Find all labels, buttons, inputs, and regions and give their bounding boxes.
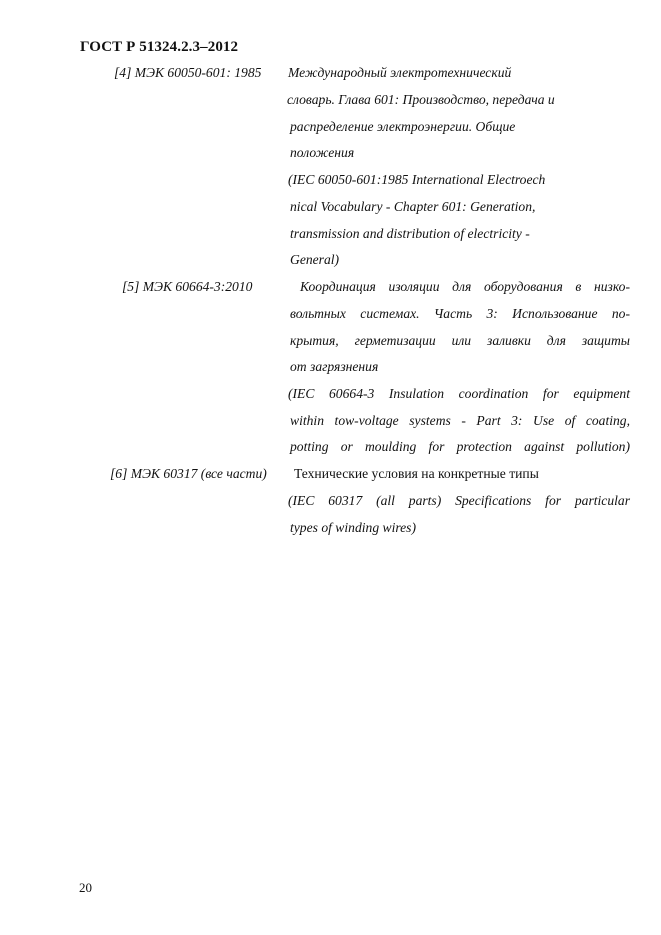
reference-4-line-6: nical Vocabulary - Chapter 601: Generation,: [290, 199, 536, 214]
document-header: ГОСТ Р 51324.2.3–2012: [80, 39, 239, 55]
reference-5-line-5: (IEC 60664-3 Insulation coordination for equipment: [288, 386, 630, 401]
reference-4-line-7: transmission and distribution of electricity -: [290, 226, 530, 241]
reference-5-line-7: potting or moulding for protection against pollution): [290, 439, 630, 454]
reference-6-line-1: Технические условия на конкретные типы: [294, 466, 539, 481]
reference-4-line-1: Международный электротехнический: [288, 65, 512, 80]
reference-5-line-1: Координация изоляции для оборудования в низко-: [300, 279, 630, 294]
reference-6-id: [6] МЭК 60317 (все части): [110, 466, 267, 481]
reference-4-id: [4] МЭК 60050-601: 1985: [114, 65, 262, 80]
reference-4-line-4: положения: [290, 145, 355, 160]
reference-6-line-2: (IEC 60317 (all parts) Specifications for particular: [288, 493, 630, 508]
page-number: 20: [79, 880, 92, 895]
reference-5-line-6: within tow-voltage systems - Part 3: Use of coating,: [290, 413, 630, 428]
reference-4-line-8: General): [290, 252, 340, 267]
reference-6-line-3: types of winding wires): [290, 520, 416, 535]
reference-5-line-2: вольтных системах. Часть 3: Использование по-: [290, 306, 630, 321]
reference-5-line-3: крытия, герметизации или заливки для защиты: [290, 333, 630, 348]
reference-5-id: [5] МЭК 60664-3:2010: [122, 279, 253, 294]
reference-4-line-5: (IEC 60050-601:1985 International Electroech: [288, 172, 546, 187]
reference-5-line-4: от загрязнения: [290, 359, 379, 374]
reference-4-line-2: словарь. Глава 601: Производство, передача и: [287, 92, 555, 107]
reference-4-line-3: распределение электроэнергии. Общие: [290, 119, 516, 134]
